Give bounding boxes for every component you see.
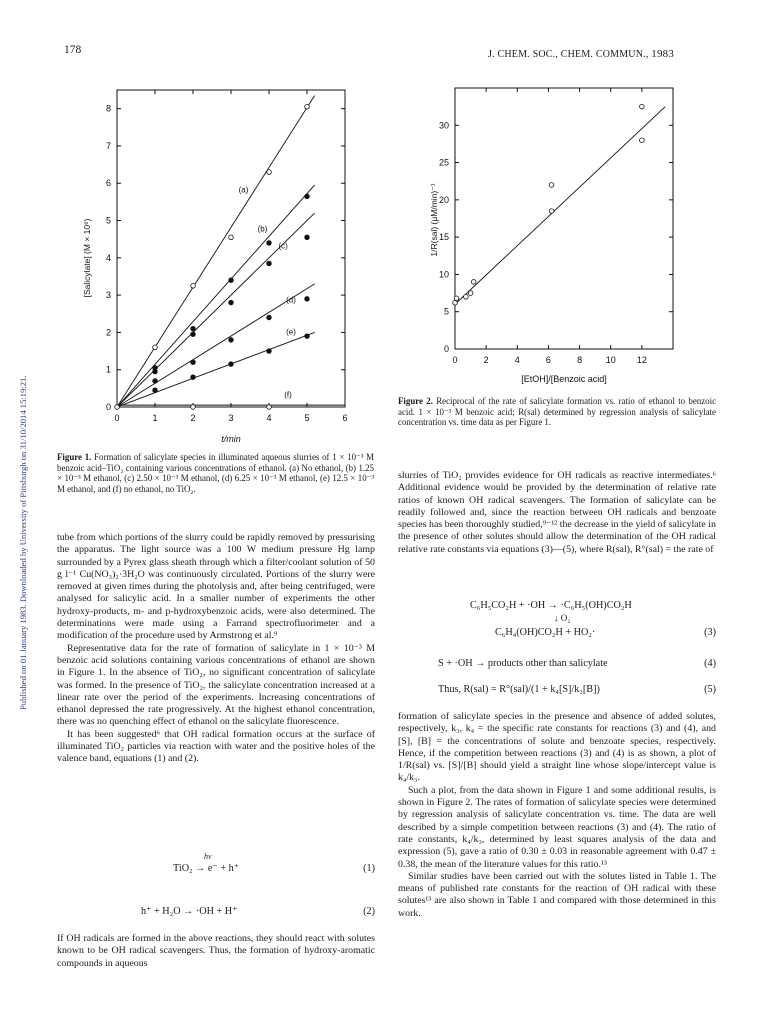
right-column-end bbox=[398, 711, 716, 920]
journal-header bbox=[488, 48, 674, 60]
right-paragraph-4: Similar studies have been carried out with the solutes listed in Table 1. The means of published rate constants for the reaction of OH radical with these solutes¹³ are also shown in Table 1 and compared with those determined in this work. bbox=[398, 870, 716, 919]
journal-name: J. CHEM. SOC., CHEM. COMMUN., bbox=[488, 49, 649, 60]
equation-1-hv: hν bbox=[204, 852, 212, 861]
x-tick-label: 1 bbox=[152, 413, 158, 423]
data-point bbox=[267, 170, 272, 175]
x-tick-label: 0 bbox=[114, 413, 120, 423]
x-axis-label: [EtOH]/[Benzoic acid] bbox=[521, 374, 607, 384]
data-point bbox=[229, 362, 234, 367]
y-tick-label: 1 bbox=[105, 364, 111, 375]
left-paragraph-2: Representative data for the rate of formation of salicylate in 1 × 10⁻³ M benzoic acid solutions containing various concentrations of ethanol are shown in Figure 1. In the absence of TiO₂, no significant concentration of salicylate was formed. In the presence of TiO₂, the salicylate concentration increased at a linear rate over the period of the experiments. Increasing concentrations of ethanol depressed the rate progressively. At the highest ethanol concentration, there was no quenching effect of ethanol on the salicylate fluorescence. bbox=[57, 642, 375, 728]
fit-line bbox=[117, 185, 315, 407]
data-point bbox=[229, 338, 234, 343]
data-point bbox=[305, 194, 310, 199]
journal-year: 1983 bbox=[651, 48, 675, 60]
left-paragraph-4: If OH radicals are formed in the above reactions, they should react with solutes known to be OH radical scavengers. Thus, the formation of hydroxy-aromatic compounds in aqueous bbox=[57, 933, 375, 969]
left-column bbox=[57, 532, 375, 766]
y-tick-label: 0 bbox=[105, 402, 111, 412]
data-point bbox=[153, 369, 158, 374]
left-paragraph-1: tube from which portions of the slurry could be rapidly removed by pressurising the apparatus. The light source was a 100 W medium pressure Hg lamp surrounded by a Pyrex glass sheath through which a filter/coolant solution of 50 g l⁻¹ Cu(NO₃)₂·3H₂O was continuously circulated. Portions of the slurry were removed at given times during the photolysis and, after being centrifuged, were analysed for salicylic acid. In a smaller number of experiments the other hydroxy-products, m- and p-hydroxybenzoic acids, were also determined. The determinations were made using a Farrand spectrofluorimeter and a modification of the procedure used by Armstrong et al.⁹ bbox=[57, 532, 375, 642]
equation-5 bbox=[398, 684, 716, 698]
equation-4-text: S + ·OH → products other than salicylate bbox=[438, 658, 608, 669]
data-point bbox=[229, 278, 234, 283]
y-tick-label: 20 bbox=[438, 194, 449, 205]
data-point bbox=[471, 280, 476, 285]
right-paragraph-1: slurries of TiO₂ provides evidence for OH radicals as reactive intermediates.⁶ Additional evidence would be provided by the determination of relative rate ratios of known OH radical scavengers. The formation of salicylate can be readily followed and, since the reaction between OH radicals and benzoate species has been thoroughly studied,⁹⁻¹² the decrease in the yield of salicylate in the presence of other solutes should allow the determination of the OH radical relative rate constants via equations (3)—(5), where R(sal), R°(sal) = the rate of bbox=[398, 470, 716, 555]
equation-5-number: (5) bbox=[704, 684, 716, 695]
data-point bbox=[191, 332, 196, 337]
figure-1-chart bbox=[70, 80, 370, 450]
data-point bbox=[453, 300, 458, 305]
series-label: (f) bbox=[284, 390, 292, 400]
data-point bbox=[267, 261, 272, 266]
x-tick-label: 10 bbox=[605, 355, 616, 365]
series-label: (e) bbox=[286, 327, 296, 337]
equation-2 bbox=[57, 906, 375, 920]
series-label: (d) bbox=[286, 295, 296, 305]
x-tick-label: 5 bbox=[304, 413, 310, 423]
y-tick-label: 25 bbox=[438, 157, 449, 168]
x-tick-label: 8 bbox=[577, 355, 583, 365]
download-note bbox=[14, 190, 34, 710]
equation-5-text: Thus, R(sal) = R°(sal)/(1 + k₄[S]/k₃[B]) bbox=[438, 684, 600, 695]
data-point bbox=[191, 283, 196, 288]
data-point bbox=[549, 209, 554, 214]
data-point bbox=[464, 295, 469, 300]
page-number: 178 bbox=[64, 44, 82, 56]
y-tick-label: 6 bbox=[105, 178, 111, 189]
x-tick-label: 0 bbox=[452, 355, 458, 365]
equation-2-number: (2) bbox=[363, 906, 375, 917]
data-point bbox=[191, 360, 196, 365]
right-paragraph-3: Such a plot, from the data shown in Figure 1 and some additional results, is shown in Figure 2. The rates of formation of salicylate species were determined by regression analysis of salicylate concentration vs. time. The data are well described by a simple competition between reactions (3) and (4). The ratio of rate constants, k₄/k₃, determined by least squares analysis of the data and expression (5), gave a ratio of 0.30 ± 0.03 in reasonable agreement with 0.47 ± 0.38, the mean of the literature values for this ratio.¹³ bbox=[398, 784, 716, 870]
y-tick-label: 5 bbox=[443, 306, 449, 317]
data-point bbox=[305, 334, 310, 339]
figure-1-caption-text: Formation of salicylate species in illuminated aqueous slurries of 1 × 10⁻³ M benzoic acid–TiO₂ containing various concentrations of ethanol. (a) No ethanol, (b) 1.25 × 10⁻³ M ethanol, (c) 2.50 × 10⁻³ M ethanol, (d) 6.25 × 10⁻³ M ethanol, (e) 12.5 × 10⁻³ M ethanol, and (f) no ethanol, no TiO₂. bbox=[57, 452, 374, 494]
series-label: (c) bbox=[278, 241, 288, 251]
figure-2-label: Figure 2. bbox=[398, 396, 433, 406]
data-point bbox=[267, 241, 272, 246]
figure-1-label: Figure 1. bbox=[57, 452, 92, 462]
data-point bbox=[305, 297, 310, 302]
y-axis-label: [Salicylate] (M × 10⁶) bbox=[82, 218, 92, 298]
equation-3-line-1: C₆H₅CO₂H + ·OH → ·C₆H₅(OH)CO₂H bbox=[470, 600, 632, 611]
figure-1-caption bbox=[57, 452, 374, 494]
data-point bbox=[640, 104, 645, 109]
series-label: (b) bbox=[257, 224, 268, 234]
right-paragraph-2: formation of salicylate species in the presence and absence of added solutes, respectively, k₃, k₄ = the specific rate constants for reactions (3) and (4), and [S], [B] = the concentrations of solute and benzoate species, respectively. Hence, if the competition between reactions (3) and (4) is as shown, a plot of 1/R(sal) vs. [S]/[B] should yield a straight line whose slope/intercept value is k₄/k₃. bbox=[398, 711, 716, 784]
data-point bbox=[191, 405, 196, 410]
y-tick-label: 4 bbox=[105, 252, 111, 263]
series-label: (a) bbox=[238, 185, 249, 195]
equation-2-text: h⁺ + H₂O → ·OH + H⁺ bbox=[141, 906, 238, 917]
y-tick-label: 7 bbox=[105, 140, 111, 151]
y-tick-label: 0 bbox=[443, 344, 449, 354]
x-tick-label: 4 bbox=[514, 355, 520, 365]
equation-3-number: (3) bbox=[704, 627, 716, 638]
equation-3-line-3: C₆H₄(OH)CO₂H + HO₂· bbox=[495, 627, 596, 638]
x-tick-label: 4 bbox=[266, 413, 272, 423]
fit-line bbox=[117, 284, 315, 407]
equation-1 bbox=[57, 852, 375, 888]
equation-3 bbox=[398, 600, 716, 644]
plot-frame bbox=[455, 88, 673, 349]
data-point bbox=[153, 345, 158, 350]
y-tick-label: 30 bbox=[438, 120, 449, 131]
data-point bbox=[191, 375, 196, 380]
equation-4-number: (4) bbox=[704, 658, 716, 669]
y-tick-label: 5 bbox=[105, 215, 111, 226]
right-column bbox=[398, 470, 716, 556]
equation-1-text: TiO₂ → e⁻ + h⁺ bbox=[173, 863, 240, 874]
figure-2-chart bbox=[415, 80, 695, 390]
data-point bbox=[229, 300, 234, 305]
data-point bbox=[549, 183, 554, 188]
x-tick-label: 6 bbox=[545, 355, 551, 365]
x-tick-label: 6 bbox=[342, 413, 348, 423]
data-point bbox=[267, 405, 272, 410]
equation-4 bbox=[398, 658, 716, 672]
data-point bbox=[267, 315, 272, 320]
data-point bbox=[305, 235, 310, 240]
y-tick-label: 2 bbox=[105, 327, 111, 338]
data-point bbox=[267, 349, 272, 354]
left-column-end bbox=[57, 933, 375, 970]
equation-3-line-2: ↓ O₂ bbox=[554, 613, 571, 623]
x-axis-label: t/min bbox=[221, 434, 241, 444]
left-paragraph-3: It has been suggested⁶ that OH radical formation occurs at the surface of illuminated TiO₂ particles via reaction with water and the positive holes of the valence band, equations (1) and (2). bbox=[57, 728, 375, 765]
fit-line bbox=[455, 107, 665, 305]
figure-2-caption bbox=[398, 396, 716, 428]
x-tick-label: 3 bbox=[228, 413, 234, 423]
y-tick-label: 15 bbox=[438, 232, 449, 243]
x-tick-label: 2 bbox=[190, 413, 196, 423]
y-tick-label: 8 bbox=[105, 103, 111, 114]
x-tick-label: 2 bbox=[483, 355, 489, 365]
fit-line bbox=[117, 96, 315, 407]
data-point bbox=[115, 405, 120, 410]
y-tick-label: 3 bbox=[105, 290, 111, 301]
y-tick-label: 10 bbox=[438, 269, 449, 280]
data-point bbox=[454, 296, 459, 301]
y-axis-label: 1/R(sal) (μM/min)⁻¹ bbox=[429, 183, 439, 257]
figure-2-caption-text: Reciprocal of the rate of salicylate formation vs. ratio of ethanol to benzoic acid. 1 × 10⁻³ M benzoic acid; R(sal) determined by regression analysis of salicylate concentration vs. time data as per Figure 1. bbox=[398, 396, 717, 428]
data-point bbox=[153, 379, 158, 384]
data-point bbox=[229, 235, 234, 240]
data-point bbox=[468, 291, 473, 296]
download-note-text: Published on 01 January 1983. Downloaded by University of Pittsburgh on 31/10/2014 15:19:21. bbox=[18, 375, 28, 710]
x-tick-label: 12 bbox=[636, 355, 647, 365]
plot-frame bbox=[117, 90, 345, 407]
equation-1-number: (1) bbox=[363, 863, 375, 874]
data-point bbox=[640, 138, 645, 143]
data-point bbox=[153, 388, 158, 393]
data-point bbox=[305, 104, 310, 109]
